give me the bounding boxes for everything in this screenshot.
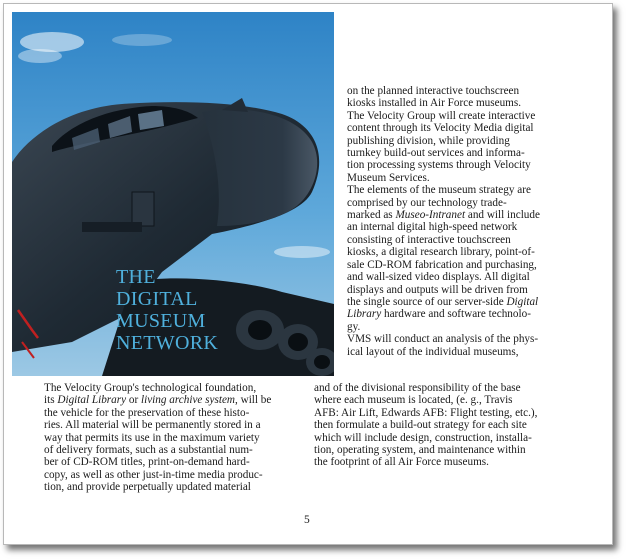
- text-line: which will include design, construction, installa-: [314, 431, 532, 444]
- aircraft-photo: [12, 12, 334, 376]
- text-line: Museum Services.: [347, 171, 430, 184]
- document-page: [3, 3, 613, 545]
- text-line: kiosks, a digital research library, point-of-: [347, 246, 535, 259]
- text-line: The Velocity Group will create interactive: [347, 109, 536, 122]
- text-line: the single source of our server-side Digital: [347, 295, 539, 308]
- text-line: kiosks installed in Air Force museums.: [347, 97, 522, 110]
- text-line: the footprint of all Air Force museums.: [314, 456, 489, 469]
- text-line: The Velocity Group's technological foundation,: [44, 382, 257, 394]
- text-line: displays and outputs will be driven from: [347, 283, 528, 296]
- text-line: content through its Velocity Media digital: [347, 122, 534, 135]
- text-line: the vehicle for the preservation of these histo-: [44, 406, 250, 419]
- text-line: copy, as well as other just-in-time media produc-: [44, 468, 263, 481]
- text-line: and wall-sized video displays. All digital: [347, 271, 530, 284]
- text-line: sale CD-ROM fabrication and purchasing,: [347, 258, 537, 271]
- text-line: of delivery formats, such as a substantial num-: [44, 444, 253, 457]
- text-line: The elements of the museum strategy are: [347, 184, 531, 197]
- text-line: comprised by our technology trade-: [347, 196, 507, 209]
- text-line: publishing division, while providing: [347, 134, 510, 147]
- page-number: 5: [304, 514, 310, 526]
- photo-title: [116, 266, 218, 354]
- text-line: ries. All material will be permanently stored in a: [44, 419, 261, 432]
- text-line: ber of CD-ROM titles, print-on-demand hard-: [44, 456, 250, 469]
- text-line: tion processing systems through Velocity: [347, 159, 531, 172]
- text-line: tion, operating system, and maintenance within: [314, 444, 526, 457]
- photo-title-line: DIGITAL: [116, 288, 198, 310]
- text-line: consisting of interactive touchscreen: [347, 233, 511, 246]
- photo-title-line: MUSEUM: [116, 310, 206, 332]
- text-line: way that permits its use in the maximum variety: [44, 431, 260, 444]
- text-line: Library hardware and software technolo-: [347, 308, 531, 321]
- text-line: then formulate a build-out strategy for each site: [314, 419, 527, 432]
- text-line: where each museum is located, (e. g., Travis: [314, 394, 513, 407]
- text-line: tion, and provide perpetually updated material: [44, 481, 251, 494]
- text-line: and of the divisional responsibility of the base: [314, 382, 521, 394]
- text-line: marked as Museo-Intranet and will include: [347, 209, 540, 222]
- right-column-text: [347, 85, 540, 358]
- text-line: ical layout of the individual museums,: [347, 345, 519, 358]
- text-line: its Digital Library or living archive system, will be: [44, 394, 272, 407]
- text-line: gy.: [347, 320, 361, 333]
- text-line: VMS will conduct an analysis of the phys-: [347, 333, 539, 346]
- bottom-right-text: [314, 382, 537, 469]
- text-line: AFB: Air Lift, Edwards AFB: Flight testing, etc.),: [314, 406, 538, 419]
- text-line: an internal digital high-speed network: [347, 221, 518, 234]
- text-line: on the planned interactive touchscreen: [347, 85, 520, 97]
- photo-title-line: NETWORK: [116, 332, 219, 354]
- left-column-text: [44, 382, 271, 494]
- text-line: turnkey build-out services and informa-: [347, 147, 525, 160]
- photo-title-line: THE: [116, 266, 156, 288]
